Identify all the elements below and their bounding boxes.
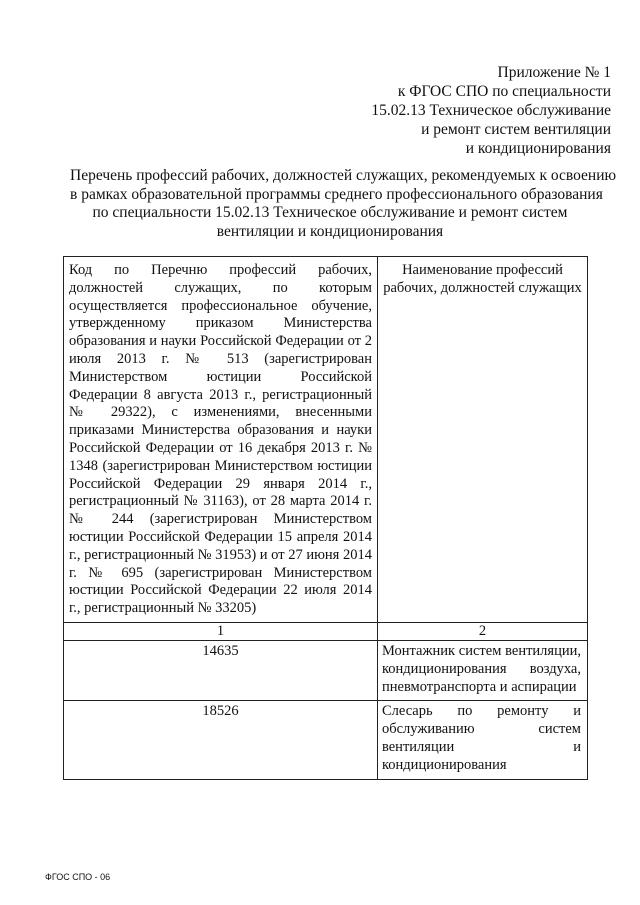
profession-name: Слесарь по ремонту и обслуживанию систем вентиляции и кондиционирования: [377, 701, 587, 779]
profession-code: 14635: [64, 640, 378, 700]
column-number-row: [64, 622, 588, 640]
column-number: 1: [64, 622, 378, 640]
table-header-row: [64, 257, 588, 623]
appendix-line: и кондиционирования: [465, 140, 611, 157]
footer-mark: ФГОС СПО - 06: [45, 872, 111, 882]
appendix-line: Приложение № 1: [497, 64, 611, 81]
table-row: [64, 701, 588, 779]
table-row: [64, 640, 588, 700]
column-number: 2: [377, 622, 587, 640]
appendix-reference: [251, 63, 611, 158]
profession-name: Монтажник систем вентиляции, кондиционирования воздуха, пневмотранспорта и аспирации: [377, 640, 587, 700]
appendix-line: и ремонт систем вентиляции: [421, 121, 611, 138]
document-title: [70, 167, 617, 241]
header-name-column: Наименование профессий рабочих, должностей служащих: [377, 257, 587, 623]
title-line: Перечень профессий рабочих, должностей служащих, рекомендуемых к освоению: [70, 167, 617, 184]
title-line: вентиляции и кондиционирования: [216, 222, 444, 240]
title-line: по специальности 15.02.13 Техническое обслуживание и ремонт систем: [92, 204, 568, 221]
header-code-column: Код по Перечню профессий рабочих, должностей служащих, по которым осуществляется профессиональное обучение, утвержденному приказом Министерства образования и науки Российской Федерации от 2 июля 2013 г. № 513 (зарегистрирован Министерством юстиции Российской Федерации 8 августа 2013 г., регистрационный № 29322), с изменениями, внесенными приказами Министерства образования и науки Российской Федерации от 16 декабря 2013 г. № 1348 (зарегистрирован Министерством юстиции Российской Федерации 29 января 2014 г., регистрационный № 31163), от 28 марта 2014 г. № 244 (зарегистрирован Министерством юстиции Российской Федерации 15 апреля 2014 г., регистрационный № 31953) и от 27 июня 2014 г. № 695 (зарегистрирован Министерством юстиции Российской Федерации 22 июля 2014 г., регистрационный № 33205): [64, 257, 378, 623]
professions-table: [63, 256, 588, 780]
appendix-line: к ФГОС СПО по специальности: [397, 83, 611, 100]
title-line: в рамках образовательной программы среднего профессионального образования: [70, 185, 603, 203]
profession-code: 18526: [64, 701, 378, 779]
appendix-line: 15.02.13 Техническое обслуживание: [371, 102, 611, 119]
